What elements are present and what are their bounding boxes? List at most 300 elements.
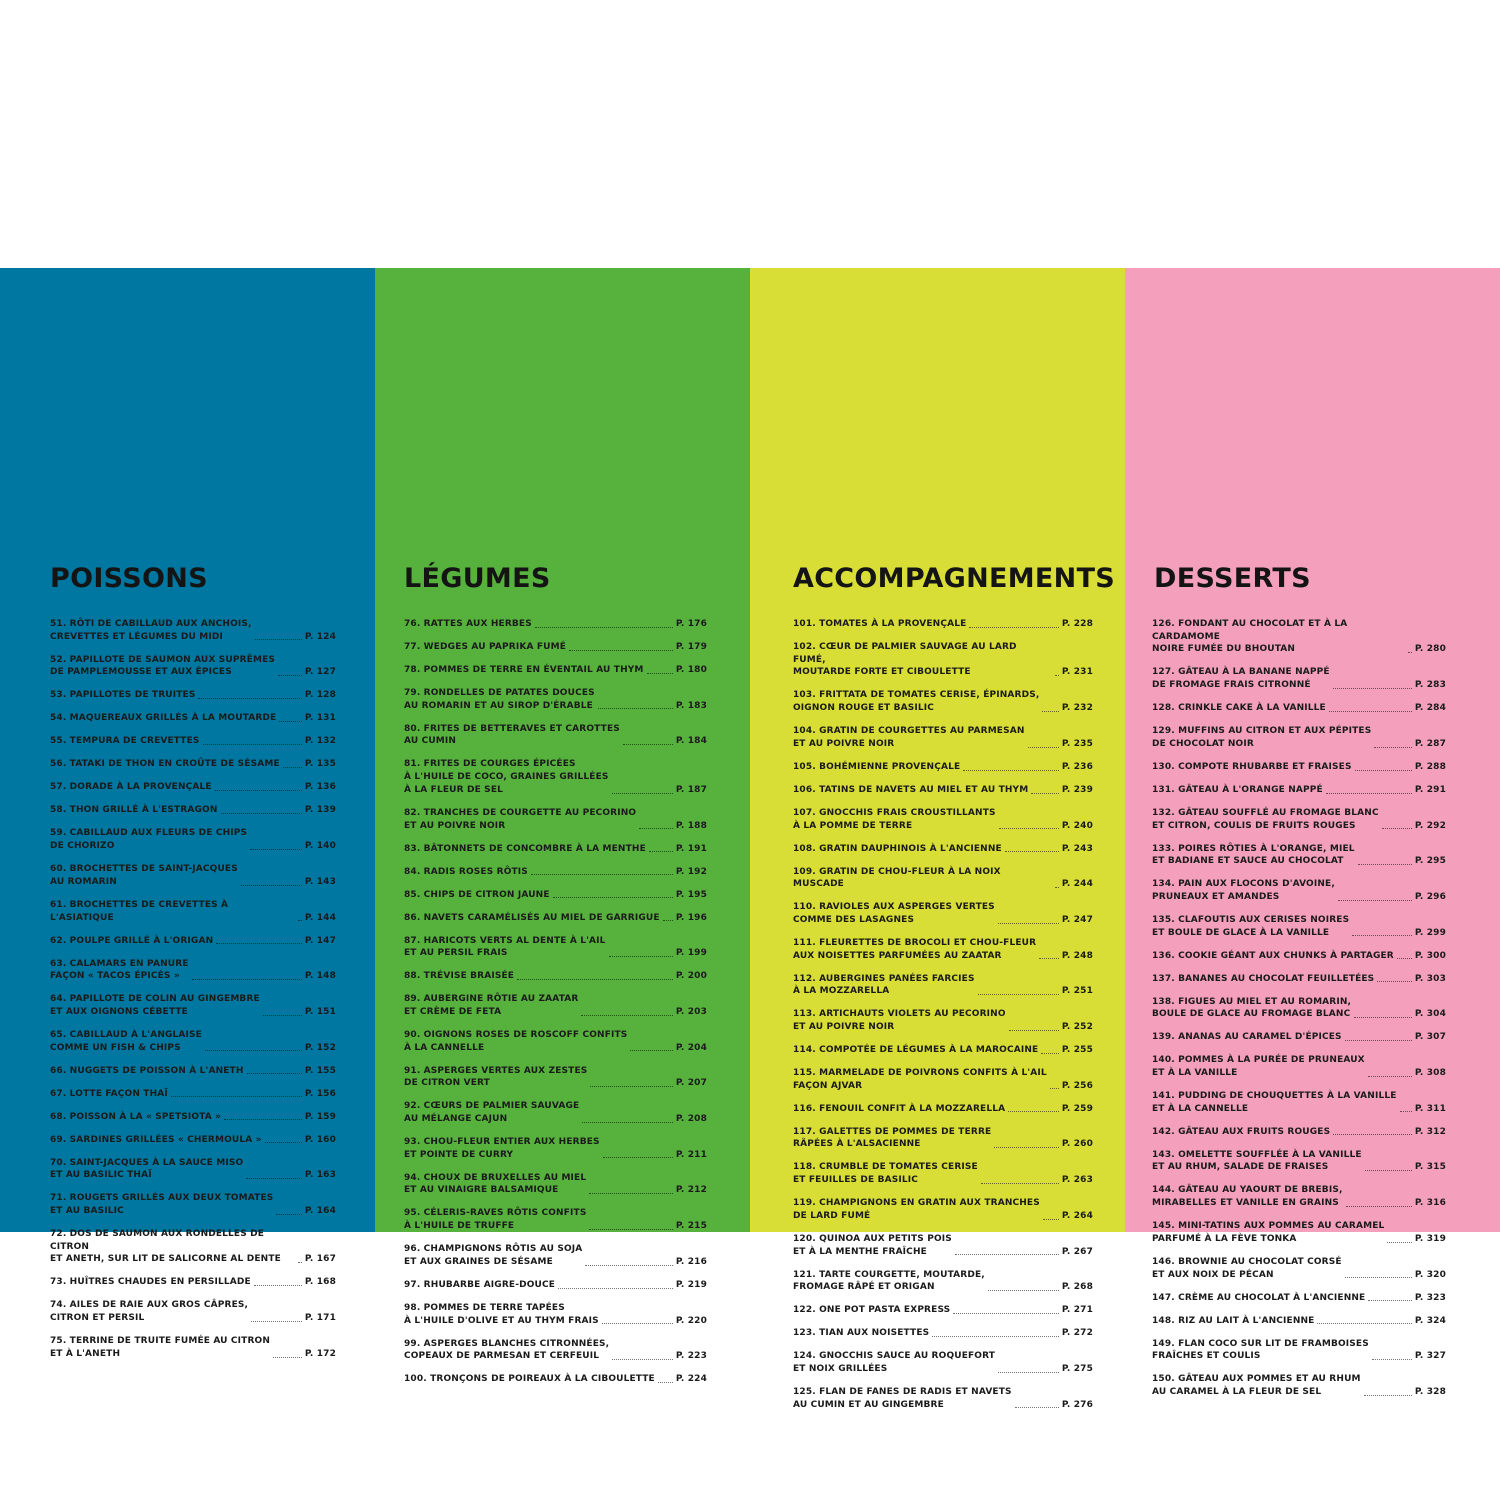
- recipe-entry: [50, 781, 336, 794]
- recipe-title: 121. TARTE COURGETTE, MOUTARDE, FROMAGE RÂPÉ ET ORIGAN: [793, 1269, 985, 1293]
- recipe-entry: [1152, 996, 1446, 1021]
- page-number: P. 152: [304, 1042, 336, 1053]
- recipe-entry: [404, 866, 707, 879]
- dot-leader: [612, 1359, 673, 1360]
- recipe-entry: [50, 1029, 336, 1054]
- recipe-entry: [404, 935, 707, 960]
- dot-leader: [1009, 1030, 1059, 1031]
- recipe-entry: [50, 618, 336, 643]
- page-number: P. 200: [675, 971, 707, 982]
- recipe-title: 125. FLAN DE FANES DE RADIS ET NAVETS AU CUMIN ET AU GINGEMBRE: [793, 1386, 1012, 1410]
- recipe-entry: [1152, 1149, 1446, 1174]
- recipe-title: 113. ARTICHAUTS VIOLETS AU PECORINO ET AU POIVRE NOIR: [793, 1009, 1006, 1033]
- page-number: P. 207: [675, 1078, 707, 1089]
- recipe-title: 96. CHAMPIGNONS RÔTIS AU SOJA ET AUX GRAINES DE SÉSAME: [404, 1244, 583, 1267]
- recipe-title: 111. FLEURETTES DE BROCOLI ET CHOU-FLEUR AUX NOISETTES PARFUMÉES AU ZAATAR: [793, 937, 1037, 961]
- dot-leader: [581, 1015, 672, 1016]
- recipe-entry: [404, 641, 707, 654]
- recipe-entry: [1152, 618, 1446, 656]
- recipe-entry: [793, 618, 1093, 631]
- recipe-entry: [793, 1103, 1093, 1116]
- recipe-entry: [404, 1136, 707, 1161]
- page-number: P. 215: [675, 1221, 707, 1232]
- dot-leader: [1333, 688, 1412, 689]
- recipe-entry: [1152, 784, 1446, 797]
- recipe-entry: [50, 863, 336, 888]
- recipe-entry: [1152, 1090, 1446, 1115]
- dot-leader: [999, 828, 1059, 829]
- recipe-list: [793, 618, 1093, 1422]
- recipe-title: 69. SARDINES GRILLÉES « CHERMOULA »: [50, 1134, 262, 1145]
- recipe-title: 99. ASPERGES BLANCHES CITRONNÉES, COPEAUX DE PARMESAN ET CERFEUIL: [404, 1338, 610, 1362]
- dot-leader: [1015, 1407, 1059, 1408]
- recipe-title: 127. GÂTEAU À LA BANANE NAPPÉ DE FROMAGE FRAIS CITRONNÉ: [1152, 667, 1330, 691]
- page-number: P. 176: [675, 619, 707, 629]
- dot-leader: [955, 1254, 1059, 1255]
- recipe-entry: [793, 843, 1093, 856]
- page-number: P. 239: [1061, 784, 1093, 795]
- page-number: P. 319: [1414, 1233, 1446, 1244]
- recipe-entry: [793, 973, 1093, 998]
- recipe-entry: [50, 1192, 336, 1217]
- dot-leader: [215, 790, 302, 791]
- page-number: P. 272: [1061, 1328, 1093, 1339]
- dot-leader: [1397, 958, 1412, 959]
- recipe-entry: [1152, 1373, 1446, 1398]
- recipe-title: 140. POMMES À LA PURÉE DE PRUNEAUX ET À LA VANILLE: [1152, 1055, 1365, 1079]
- page-number: P. 304: [1414, 1009, 1446, 1020]
- dot-leader: [265, 1142, 302, 1143]
- recipe-entry: [50, 1335, 336, 1360]
- recipe-title: 129. MUFFINS AU CITRON ET AUX PÉPITES DE CHOCOLAT NOIR: [1152, 726, 1372, 749]
- page-number: P. 243: [1061, 843, 1093, 854]
- recipe-title: 101. TOMATES À LA PROVENÇALE: [793, 619, 967, 629]
- section-legumes: [375, 268, 750, 1385]
- recipe-title: 115. MARMELADE DE POIVRONS CONFITS À L'AIL FAÇON AJVAR: [793, 1068, 1047, 1091]
- page-number: P. 251: [1061, 986, 1093, 997]
- recipe-title: 120. QUINOA AUX PETITS POIS ET À LA MENTHE FRAÎCHE: [793, 1233, 952, 1257]
- page-number: P. 287: [1414, 738, 1446, 749]
- recipe-title: 54. MAQUEREAUX GRILLÉS À LA MOUTARDE: [50, 713, 277, 724]
- recipe-entry: [404, 1207, 707, 1232]
- recipe-title: 98. POMMES DE TERRE TAPÉES À L'HUILE D'OLIVE ET AU THYM FRAIS: [404, 1302, 599, 1326]
- page-number: P. 228: [1061, 619, 1093, 629]
- dot-leader: [609, 956, 673, 957]
- recipe-title: 83. BÂTONNETS DE CONCOMBRE À LA MENTHE: [404, 843, 646, 854]
- dot-leader: [254, 1285, 302, 1286]
- recipe-title: 130. COMPOTE RHUBARBE ET FRAISES: [1152, 761, 1352, 772]
- page-number: P. 195: [675, 889, 707, 900]
- page-number: P. 203: [675, 1006, 707, 1017]
- recipe-entry: [50, 1228, 336, 1266]
- recipe-entry: [404, 1373, 707, 1386]
- dot-leader: [221, 813, 302, 814]
- page-number: P. 307: [1414, 1032, 1446, 1043]
- table-of-contents-spread: [0, 268, 1500, 1410]
- recipe-title: 79. RONDELLES DE PATATES DOUCES AU ROMARIN ET AU SIROP D'ÉRABLE: [404, 688, 595, 711]
- recipe-entry: [404, 687, 707, 712]
- dot-leader: [1043, 1219, 1059, 1220]
- page-number: P. 323: [1414, 1292, 1446, 1303]
- recipe-entry: [404, 1172, 707, 1197]
- recipe-title: 138. FIGUES AU MIEL ET AU ROMARIN, BOULE DE GLACE AU FROMAGE BLANC: [1152, 996, 1352, 1020]
- recipe-title: 80. FRITES DE BETTERAVES ET CAROTTES AU CUMIN: [404, 723, 620, 747]
- recipe-entry: [404, 664, 707, 677]
- dot-leader: [255, 639, 302, 640]
- page-number: P. 288: [1414, 761, 1446, 772]
- recipe-title: 110. RAVIOLES AUX ASPERGES VERTES COMME DES LASAGNES: [793, 902, 995, 925]
- recipe-entry: [50, 1065, 336, 1078]
- page-number: P. 224: [675, 1374, 707, 1385]
- page-number: P. 327: [1414, 1351, 1446, 1362]
- dot-leader: [283, 767, 302, 768]
- recipe-title: 117. GALETTES DE POMMES DE TERRE RÂPÉES À L'ALSACIENNE: [793, 1126, 992, 1150]
- recipe-entry: [793, 1350, 1093, 1375]
- page-number: P. 184: [675, 736, 707, 747]
- recipe-title: 76. RATTES AUX HERBES: [404, 619, 532, 629]
- page-number: P. 172: [304, 1348, 336, 1359]
- recipe-entry: [1152, 973, 1446, 986]
- dot-leader: [273, 1357, 302, 1358]
- recipe-title: 116. FENOUIL CONFIT À LA MOZZARELLA: [793, 1103, 1006, 1114]
- recipe-title: 65. CABILLAUD À L'ANGLAISE COMME UN FISH & CHIPS: [50, 1029, 202, 1053]
- dot-leader: [1008, 1111, 1059, 1112]
- page-number: P. 311: [1414, 1103, 1446, 1114]
- dot-leader: [1374, 747, 1411, 748]
- page-number: P. 263: [1061, 1175, 1093, 1186]
- recipe-title: 134. PAIN AUX FLOCONS D'AVOINE, PRUNEAUX ET AMANDES: [1152, 879, 1335, 902]
- recipe-title: 90. OIGNONS ROSES DE ROSCOFF CONFITS À LA CANNELLE: [404, 1029, 628, 1053]
- dot-leader: [649, 851, 673, 852]
- recipe-entry: [793, 1327, 1093, 1340]
- page-number: P. 187: [675, 784, 707, 795]
- recipe-entry: [50, 958, 336, 983]
- page-number: P. 247: [1061, 914, 1093, 925]
- recipe-entry: [404, 993, 707, 1018]
- page-number: P. 315: [1414, 1162, 1446, 1173]
- recipe-title: 53. PAPILLOTES DE TRUITES: [50, 690, 196, 701]
- recipe-entry: [404, 1100, 707, 1125]
- page-number: P. 267: [1061, 1246, 1093, 1257]
- recipe-entry: [1152, 702, 1446, 715]
- recipe-title: 100. TRONÇONS DE POIREAUX À LA CIBOULETTE: [404, 1374, 655, 1385]
- page-number: P. 260: [1061, 1139, 1093, 1150]
- recipe-title: 58. THON GRILLÉ À L'ESTRAGON: [50, 805, 218, 816]
- page-number: P. 192: [675, 866, 707, 877]
- recipe-title: 56. TATAKI DE THON EN CROÛTE DE SÉSAME: [50, 759, 280, 770]
- dot-leader: [994, 1147, 1058, 1148]
- page-number: P. 252: [1061, 1022, 1093, 1033]
- dot-leader: [981, 1183, 1059, 1184]
- recipe-entry: [1152, 1126, 1446, 1139]
- page-number: P. 259: [1061, 1103, 1093, 1114]
- recipe-entry: [793, 866, 1093, 891]
- page-number: P. 196: [675, 912, 707, 923]
- recipe-entry: [1152, 1220, 1446, 1245]
- recipe-entry: [404, 618, 707, 631]
- dot-leader: [639, 828, 673, 829]
- dot-leader: [1408, 652, 1412, 653]
- page-number: P. 156: [304, 1088, 336, 1099]
- page-number: P. 124: [304, 631, 336, 642]
- recipe-title: 78. POMMES DE TERRE EN ÉVENTAIL AU THYM: [404, 665, 644, 675]
- dot-leader: [279, 721, 301, 722]
- dot-leader: [969, 627, 1058, 628]
- recipe-entry: [404, 1243, 707, 1268]
- recipe-entry: [50, 1088, 336, 1101]
- dot-leader: [998, 923, 1059, 924]
- recipe-title: 112. AUBERGINES PANÉES FARCIES À LA MOZZARELLA: [793, 973, 975, 997]
- page-number: P. 136: [304, 782, 336, 793]
- recipe-title: 119. CHAMPIGNONS EN GRATIN AUX TRANCHES DE LARD FUMÉ: [793, 1198, 1040, 1221]
- page-number: P. 171: [304, 1313, 336, 1324]
- dot-leader: [298, 1262, 302, 1263]
- recipe-entry: [793, 937, 1093, 962]
- dot-leader: [1345, 1277, 1412, 1278]
- recipe-entry: [1152, 914, 1446, 939]
- recipe-title: 103. FRITTATA DE TOMATES CERISE, ÉPINARDS, OIGNON ROUGE ET BASILIC: [793, 690, 1040, 714]
- dot-leader: [1352, 935, 1412, 936]
- dot-leader: [298, 920, 302, 921]
- recipe-title: 133. POIRES RÔTIES À L'ORANGE, MIEL ET BADIANE ET SAUCE AU CHOCOLAT: [1152, 843, 1355, 867]
- page-number: P. 151: [304, 1006, 336, 1017]
- page-number: P. 299: [1414, 927, 1446, 938]
- dot-leader: [198, 698, 301, 699]
- page-number: P. 328: [1414, 1386, 1446, 1397]
- recipe-entry: [50, 758, 336, 771]
- dot-leader: [278, 675, 302, 676]
- recipe-entry: [50, 689, 336, 702]
- dot-leader: [1055, 675, 1059, 676]
- recipe-title: 128. CRINKLE CAKE À LA VANILLE: [1152, 703, 1326, 714]
- recipe-entry: [1152, 950, 1446, 963]
- recipe-entry: [1152, 878, 1446, 903]
- page-number: P. 179: [675, 642, 707, 652]
- recipe-title: 82. TRANCHES DE COURGETTE AU PECORINO ET AU POIVRE NOIR: [404, 807, 637, 831]
- page-number: P. 316: [1414, 1198, 1446, 1209]
- recipe-entry: [1152, 1184, 1446, 1209]
- recipe-title: 55. TEMPURA DE CREVETTES: [50, 736, 200, 747]
- recipe-title: 63. CALAMARS EN PANURE FAÇON « TACOS ÉPICÉS »: [50, 958, 189, 982]
- section-poissons: [0, 268, 375, 1359]
- recipe-entry: [50, 899, 336, 924]
- recipe-title: 150. GÂTEAU AUX POMMES ET AU RHUM AU CARAMEL À LA FLEUR DE SEL: [1152, 1374, 1361, 1397]
- recipe-title: 139. ANANAS AU CARAMEL D'ÉPICES: [1152, 1032, 1342, 1043]
- page-number: P. 220: [675, 1315, 707, 1326]
- recipe-entry: [793, 1233, 1093, 1258]
- recipe-title: 104. GRATIN DE COURGETTES AU PARMESAN ET AU POIVRE NOIR: [793, 726, 1025, 749]
- recipe-title: 74. AILES DE RAIE AUX GROS CÂPRES, CITRON ET PERSIL: [50, 1300, 249, 1324]
- page-number: P. 147: [304, 935, 336, 946]
- page-number: P. 240: [1061, 820, 1093, 831]
- recipe-title: 144. GÂTEAU AU YAOURT DE BREBIS, MIRABELLES ET VANILLE EN GRAINS: [1152, 1185, 1343, 1209]
- dot-leader: [1041, 1053, 1059, 1054]
- recipe-title: 89. AUBERGINE RÔTIE AU ZAATAR ET CRÈME DE FETA: [404, 994, 579, 1017]
- page-number: P. 320: [1414, 1269, 1446, 1280]
- page-number: P. 232: [1061, 703, 1093, 714]
- recipe-entry: [793, 1304, 1093, 1317]
- page-number: P. 216: [675, 1256, 707, 1267]
- page-number: P. 199: [675, 948, 707, 959]
- dot-leader: [1005, 851, 1059, 852]
- recipe-entry: [793, 807, 1093, 832]
- recipe-title: 123. TIAN AUX NOISETTES: [793, 1328, 930, 1339]
- recipe-title: 106. TATINS DE NAVETS AU MIEL ET AU THYM: [793, 784, 1029, 795]
- page-number: P. 132: [304, 736, 336, 747]
- page-number: P. 291: [1414, 784, 1446, 795]
- page-number: P. 211: [675, 1149, 707, 1160]
- recipe-entry: [50, 1111, 336, 1124]
- page-number: P. 296: [1414, 891, 1446, 902]
- recipe-title: 62. POULPE GRILLÉ À L'ORIGAN: [50, 935, 214, 946]
- recipe-title: 109. GRATIN DE CHOU-FLEUR À LA NOIX MUSCADE: [793, 866, 1001, 890]
- recipe-title: 92. CŒURS DE PALMIER SAUVAGE AU MÉLANGE CAJUN: [404, 1101, 580, 1125]
- page-number: P. 275: [1061, 1363, 1093, 1374]
- dot-leader: [623, 744, 673, 745]
- page-number: P. 256: [1061, 1080, 1093, 1091]
- page-number: P. 324: [1414, 1315, 1446, 1326]
- dot-leader: [247, 1073, 302, 1074]
- dot-leader: [250, 849, 302, 850]
- page-number: P. 268: [1061, 1282, 1093, 1293]
- recipe-entry: [793, 901, 1093, 926]
- recipe-title: 60. BROCHETTES DE SAINT-JACQUES AU ROMARIN: [50, 864, 238, 887]
- recipe-entry: [404, 1065, 707, 1090]
- recipe-title: 71. ROUGETS GRILLÉS AUX DEUX TOMATES ET AU BASILIC: [50, 1193, 274, 1217]
- recipe-title: 131. GÂTEAU À L'ORANGE NAPPÉ: [1152, 784, 1323, 795]
- dot-leader: [224, 1119, 302, 1120]
- recipe-entry: [793, 761, 1093, 774]
- recipe-title: 81. FRITES DE COURGES ÉPICÉES À L'HUILE DE COCO, GRAINES GRILLÉES À LA FLEUR DE SEL: [404, 759, 609, 795]
- recipe-title: 64. PAPILLOTE DE COLIN AU GINGEMBRE ET AUX OIGNONS CÉBETTE: [50, 994, 260, 1017]
- recipe-entry: [50, 735, 336, 748]
- recipe-title: 67. LOTTE FAÇON THAÏ: [50, 1088, 168, 1099]
- page-number: P. 276: [1061, 1399, 1093, 1410]
- dot-leader: [1042, 711, 1058, 712]
- dot-leader: [1387, 1242, 1411, 1243]
- dot-leader: [612, 793, 673, 794]
- recipe-title: 122. ONE POT PASTA EXPRESS: [793, 1305, 951, 1316]
- recipe-entry: [404, 970, 707, 983]
- dot-leader: [1368, 1076, 1412, 1077]
- dot-leader: [663, 920, 673, 921]
- recipe-entry: [793, 1044, 1093, 1057]
- recipe-entry: [793, 641, 1093, 679]
- recipe-title: 87. HARICOTS VERTS AL DENTE À L'AIL ET AU PERSIL FRAIS: [404, 935, 606, 959]
- recipe-entry: [50, 827, 336, 852]
- dot-leader: [582, 1122, 673, 1123]
- recipe-entry: [1152, 843, 1446, 868]
- page-number: P. 231: [1061, 667, 1093, 678]
- dot-leader: [192, 979, 302, 980]
- dot-leader: [658, 1382, 673, 1383]
- recipe-title: 93. CHOU-FLEUR ENTIER AUX HERBES ET POINTE DE CURRY: [404, 1137, 600, 1160]
- page-number: P. 188: [675, 820, 707, 831]
- dot-leader: [171, 1096, 302, 1097]
- dot-leader: [205, 1050, 302, 1051]
- recipe-entry: [404, 1279, 707, 1292]
- page-number: P. 280: [1414, 644, 1446, 655]
- dot-leader: [1055, 887, 1059, 888]
- recipe-entry: [1152, 1315, 1446, 1328]
- recipe-title: 86. NAVETS CARAMÉLISÉS AU MIEL DE GARRIGUE: [404, 912, 660, 923]
- recipe-title: 70. SAINT-JACQUES À LA SAUCE MISO ET AU BASILIC THAÏ: [50, 1157, 244, 1181]
- recipe-entry: [1152, 1292, 1446, 1305]
- page-number: P. 168: [304, 1277, 336, 1288]
- dot-leader: [1317, 1323, 1411, 1324]
- recipe-title: 95. CÉLERIS-RAVES RÔTIS CONFITS À L'HUILE DE TRUFFE: [404, 1208, 587, 1232]
- recipe-entry: [1152, 1256, 1446, 1281]
- dot-leader: [932, 1336, 1059, 1337]
- page-number: P. 167: [304, 1254, 336, 1265]
- recipe-entry: [50, 1157, 336, 1182]
- recipe-entry: [404, 889, 707, 902]
- dot-leader: [585, 1265, 672, 1266]
- recipe-list: [404, 618, 707, 1396]
- recipe-title: 108. GRATIN DAUPHINOIS À L'ANCIENNE: [793, 843, 1002, 854]
- page-number: P. 219: [675, 1279, 707, 1290]
- page-number: P. 148: [304, 971, 336, 982]
- dot-leader: [590, 1086, 672, 1087]
- recipe-entry: [793, 1161, 1093, 1186]
- recipe-entry: [793, 1386, 1093, 1411]
- recipe-entry: [1152, 1054, 1446, 1079]
- recipe-title: 102. CŒUR DE PALMIER SAUVAGE AU LARD FUMÉ, MOUTARDE FORTE ET CIBOULETTE: [793, 642, 1017, 678]
- dot-leader: [517, 979, 673, 980]
- page-number: P. 155: [304, 1065, 336, 1076]
- dot-leader: [1354, 1017, 1412, 1018]
- recipe-entry: [1152, 761, 1446, 774]
- recipe-entry: [404, 1029, 707, 1054]
- dot-leader: [1355, 770, 1412, 771]
- section-accompagnements: [750, 268, 1125, 1410]
- recipe-list: [1152, 618, 1446, 1409]
- dot-leader: [953, 1313, 1059, 1314]
- recipe-entry: [404, 1338, 707, 1363]
- page-number: P. 300: [1414, 950, 1446, 961]
- recipe-entry: [50, 1276, 336, 1289]
- dot-leader: [276, 1214, 301, 1215]
- dot-leader: [998, 1372, 1059, 1373]
- recipe-entry: [793, 1126, 1093, 1151]
- recipe-title: 141. PUDDING DE CHOUQUETTES À LA VANILLE ET À LA CANNELLE: [1152, 1091, 1397, 1114]
- recipe-title: 88. TRÉVISE BRAISÉE: [404, 971, 515, 982]
- page-number: P. 160: [304, 1134, 336, 1145]
- recipe-entry: [793, 1269, 1093, 1294]
- recipe-entry: [404, 723, 707, 748]
- page-number: P. 143: [304, 876, 336, 887]
- section-title: DESSERTS: [1154, 563, 1311, 594]
- page-number: P. 223: [675, 1351, 707, 1362]
- recipe-title: 136. COOKIE GÉANT AUX CHUNKS À PARTAGER: [1152, 950, 1394, 961]
- recipe-entry: [1152, 666, 1446, 691]
- dot-leader: [589, 1229, 672, 1230]
- recipe-entry: [404, 912, 707, 925]
- dot-leader: [1377, 981, 1412, 982]
- dot-leader: [241, 885, 302, 886]
- dot-leader: [553, 897, 673, 898]
- recipe-title: 132. GÂTEAU SOUFFLÉ AU FROMAGE BLANC ET CITRON, COULIS DE FRUITS ROUGES: [1152, 807, 1379, 831]
- recipe-list: [50, 618, 336, 1371]
- recipe-title: 146. BROWNIE AU CHOCOLAT CORSÉ ET AUX NOIX DE PÉCAN: [1152, 1256, 1342, 1280]
- recipe-title: 135. CLAFOUTIS AUX CERISES NOIRES ET BOULE DE GLACE À LA VANILLE: [1152, 914, 1350, 938]
- recipe-title: 72. DOS DE SAUMON AUX RONDELLES DE CITRON ET ANETH, SUR LIT DE SALICORNE AL DENTE: [50, 1229, 281, 1265]
- page-number: P. 248: [1061, 950, 1093, 961]
- dot-leader: [1338, 900, 1412, 901]
- page-number: P. 303: [1414, 973, 1446, 984]
- dot-leader: [203, 744, 302, 745]
- page-number: P. 159: [304, 1111, 336, 1122]
